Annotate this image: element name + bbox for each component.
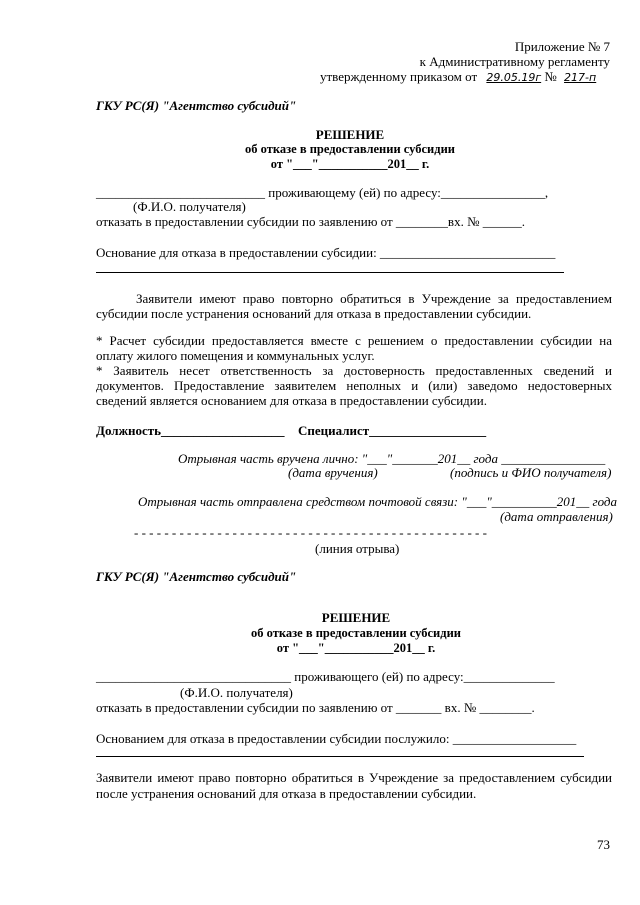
addressee-line: __________________________ проживающему (ей) по адресу:________________, (96, 185, 549, 200)
note-calculation-2: оплату жилого помещения и коммунальных услуг. (96, 348, 375, 363)
regulation-reference: к Административному регламенту (419, 54, 610, 69)
stub-handed-line: Отрывная часть вручена лично: "___"_______201__ года ________________ (178, 451, 606, 466)
reapply-text-2-2: после устранения оснований для отказа в предоставлении субсидии. (96, 786, 477, 801)
approval-prefix: утвержденному приказом от (320, 69, 478, 84)
handed-signature-caption: (подпись и ФИО получателя) (450, 465, 612, 480)
approval-line (320, 70, 596, 83)
refusal-basis-line-2: Основанием для отказа в предоставлении субсидии послужило: ___________________ (96, 731, 577, 746)
page-number: 73 (597, 837, 610, 852)
stub-mailed-line: Отрывная часть отправлена средством почтовой связи: "___"__________201__ года (138, 494, 618, 509)
recipient-caption-2: (Ф.И.О. получателя) (180, 685, 293, 700)
refusal-basis-line: Основание для отказа в предоставлении субсидии: ___________________________ (96, 245, 556, 260)
decision-date-line-2: от "___"___________201__ г. (276, 641, 436, 655)
decision-title: РЕШЕНИЕ (315, 127, 385, 142)
number-sign: № (544, 69, 557, 84)
note-responsibility-2: документов. Предоставление заявителем неполных и (или) заведомо недостоверных (96, 378, 612, 393)
handwritten-date: 29.05.19г (486, 71, 542, 84)
reapply-text-2: субсидии после устранения оснований для отказа в предоставлении субсидии. (96, 306, 532, 321)
reapply-text-2-1: Заявители имеют право повторно обратиться в Учреждение за предоставлением субсидии (96, 770, 612, 785)
reapply-text-1: Заявители имеют право повторно обратиться в Учреждение за предоставлением (136, 291, 612, 306)
decision-title-2: РЕШЕНИЕ (321, 610, 391, 625)
organization-name-2: ГКУ РС(Я) "Агентство субсидий" (96, 569, 297, 584)
appendix-number: Приложение № 7 (514, 39, 610, 54)
handed-date-caption: (дата вручения) (288, 465, 378, 480)
refuse-line: отказать в предоставлении субсидии по заявлению от ________вх. № ______. (96, 214, 525, 229)
basis-blank-rule (96, 272, 564, 273)
tear-line-caption: (линия отрыва) (315, 541, 400, 556)
note-responsibility-3: сведений является основанием для отказа в предоставлении субсидии. (96, 393, 487, 408)
decision-subtitle: об отказе в предоставлении субсидии (245, 142, 455, 156)
basis-blank-rule-2 (96, 756, 584, 757)
addressee-line-2: ______________________________ проживающего (ей) по адресу:______________ (96, 669, 555, 684)
mailed-date-caption: (дата отправления) (500, 509, 613, 524)
specialist-signature-field: Специалист__________________ (298, 423, 487, 438)
decision-date-line: от "___"___________201__ г. (270, 157, 430, 171)
recipient-caption: (Ф.И.О. получателя) (133, 199, 246, 214)
position-signature-field: Должность___________________ (96, 423, 285, 438)
note-responsibility-1: * Заявитель несет ответственность за достоверность предоставленных сведений и (96, 363, 612, 378)
decision-subtitle-2: об отказе в предоставлении субсидии (251, 626, 461, 640)
note-calculation-1: * Расчет субсидии предоставляется вместе с решением о предоставлении субсидии на (96, 333, 612, 348)
tear-line: - - - - - - - - - - - - - - - - - - - - - - - - - - - - - - - - - - - - - - - - - - - - - - - (134, 525, 487, 540)
handwritten-order-number: 217-п (564, 71, 597, 84)
organization-name: ГКУ РС(Я) "Агентство субсидий" (96, 98, 297, 113)
refuse-line-2: отказать в предоставлении субсидии по заявлению от _______ вх. № ________. (96, 700, 535, 715)
